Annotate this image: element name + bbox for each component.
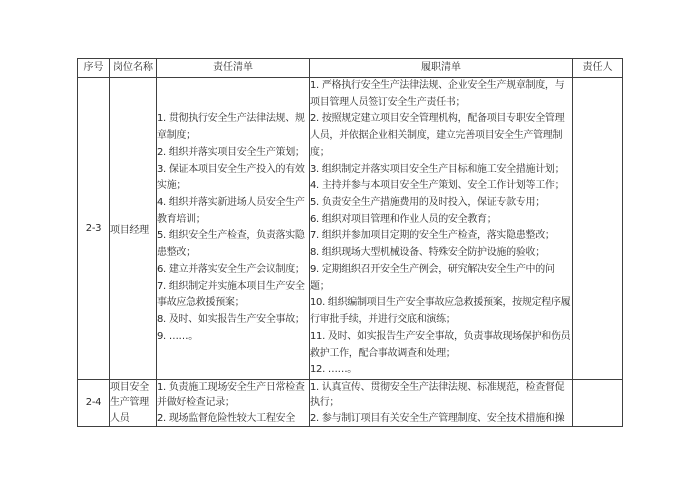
header-row [78, 59, 623, 78]
list-item: 7. 组织制定并实施本项目生产安全事故应急救援预案； [157, 280, 305, 309]
duty-list [310, 78, 572, 379]
list-item: 3. 组织制定并落实项目安全生产目标和施工安全措施计划； [310, 163, 565, 175]
responsibility-cell [157, 78, 310, 380]
responsibility-list [157, 380, 309, 426]
col-header-person: 责任人 [573, 59, 623, 78]
duty-cell [310, 78, 573, 380]
col-header-responsibility: 责任清单 [157, 59, 310, 78]
responsibility-cell [157, 379, 310, 426]
list-item: 4. 组织并落实新进场人员安全生产教育培训； [157, 197, 305, 225]
list-item: 2. 参与制订项目有关安全生产管理制度、安全技术措施和操 [310, 412, 565, 424]
list-item: 1. 严格执行安全生产法律法规、企业安全生产规章制度，与项目管理人员签订安全生产责任书； [310, 80, 565, 108]
list-item: 6. 建立并落实安全生产会议制度； [157, 263, 305, 275]
serial-cell: 2-4 [78, 379, 110, 426]
list-item: 10. 组织编制项目生产安全事故应急救援预案，按规定程序履行审批手续，并进行交底和演练； [310, 297, 571, 326]
col-header-serial: 序号 [78, 59, 110, 78]
list-item: 1. 负责施工现场安全生产日常检查并做好检查记录； [157, 381, 305, 409]
list-item: 2. 组织并落实项目安全生产策划； [157, 146, 305, 158]
position-cell: 项目经理 [110, 78, 157, 380]
responsibility-table [77, 58, 623, 427]
duty-cell [310, 379, 573, 426]
list-item: 8. 组织现场大型机械设备、特殊安全防护设施的验收； [310, 247, 545, 259]
list-item: 2. 按照规定建立项目安全管理机构，配备项目专职安全管理人员，并依据企业相关制度，建立完善项目安全生产管理制度； [310, 113, 565, 158]
list-item: 6. 组织对项目管理和作业人员的安全教育； [310, 213, 497, 225]
responsible-person-cell [573, 379, 623, 426]
list-item: 5. 组织安全生产检查，负责落实隐患整改； [157, 230, 305, 259]
list-item: 1. 贯彻执行安全生产法律法规、规章制度； [157, 113, 305, 142]
position-cell [110, 379, 157, 426]
col-header-duty: 履职清单 [310, 59, 573, 78]
list-item: 9. 定期组织召开安全生产例会，研究解决安全生产中的问题； [310, 263, 555, 292]
list-item: 8. 及时、如实报告生产安全事故； [157, 314, 305, 326]
col-header-position: 岗位名称 [110, 59, 157, 78]
table-row-project-manager [78, 78, 623, 380]
table-header [78, 59, 623, 78]
list-item: 5. 负责安全生产措施费用的及时投入，保证专款专用； [310, 197, 545, 209]
list-item: 2. 现场监督危险性较大工程安全 [157, 412, 295, 424]
duty-list [310, 380, 572, 426]
list-item: 3. 保证本项目安全生产投入的有效实施； [157, 163, 305, 192]
list-item: 9. ……。 [157, 330, 198, 342]
position-text: 项目安全生产管理人员 [110, 381, 149, 424]
list-item: 7. 组织并参加项目定期的安全生产检查，落实隐患整改； [310, 230, 555, 242]
responsibility-list [157, 111, 309, 345]
list-item: 1. 认真宣传、贯彻安全生产法律法规、标准规范，检查督促执行； [310, 381, 565, 409]
table-row-safety-staff [78, 379, 623, 426]
serial-cell: 2-3 [78, 78, 110, 380]
list-item: 12. ……。 [310, 364, 357, 376]
list-item: 11. 及时、如实报告生产安全事故，负责事故现场保护和伤员救护工作，配合事故调查和处理； [310, 330, 571, 359]
responsible-person-cell [573, 78, 623, 380]
list-item: 4. 主持并参与本项目安全生产策划、安全工作计划等工作； [310, 180, 565, 192]
